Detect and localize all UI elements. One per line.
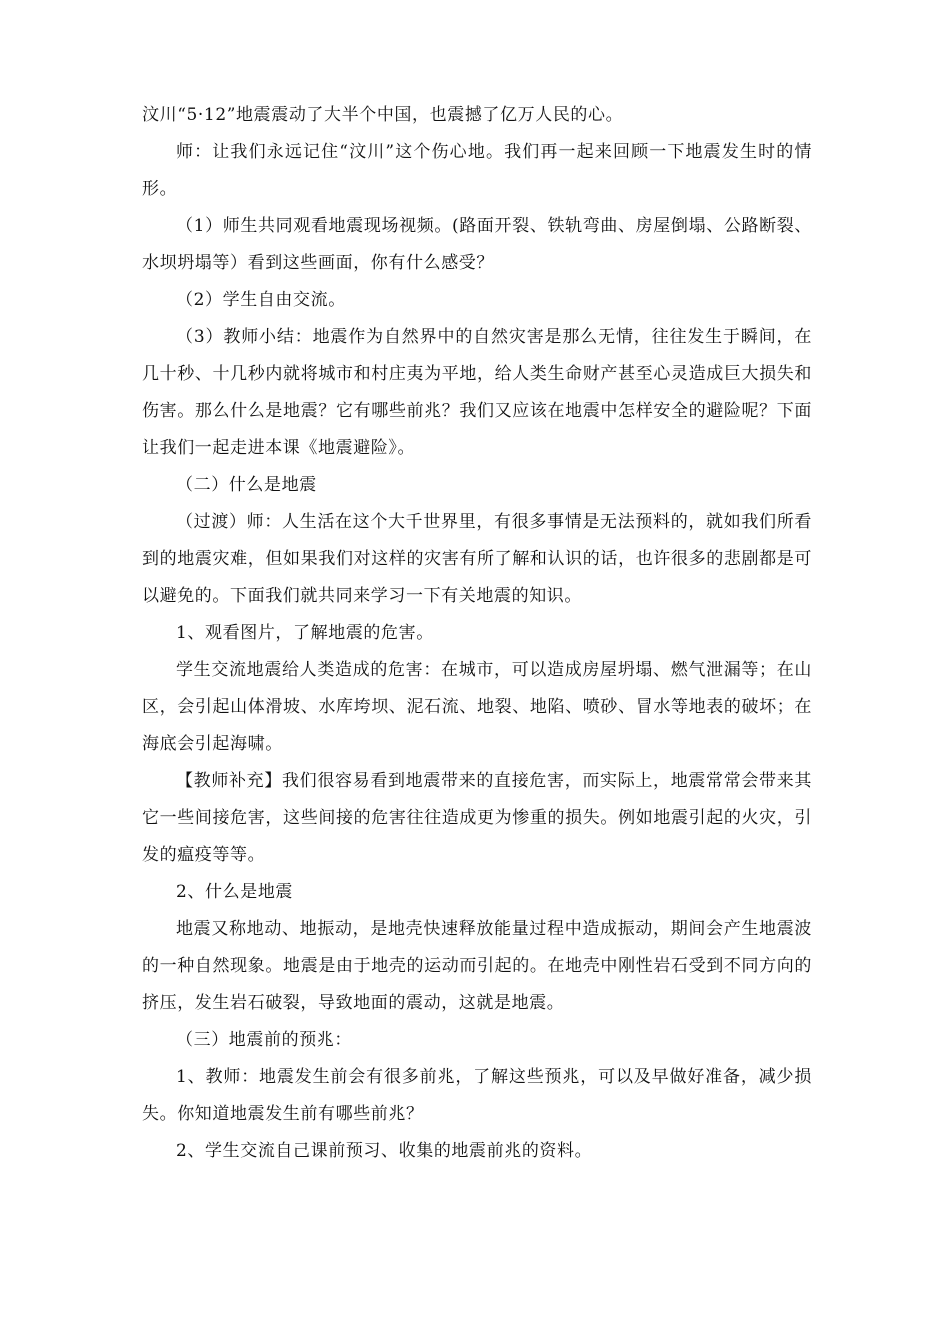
paragraph-7: （过渡）师：人生活在这个大千世界里，有很多事情是无法预料的，就如我们所看到的地震灾难，但如果我们对这样的灾害有所了解和认识的话，也许很多的悲剧都是可以避免的。下面我们就共同来学习一下有关地震的知识。	[142, 512, 812, 606]
section-heading-what-is-earthquake: （二）什么是地震	[176, 475, 317, 495]
list-item-1: 1、观看图片，了解地震的危害。	[176, 623, 434, 643]
list-item-4: 2、学生交流自己课前预习、收集的地震前兆的资料。	[176, 1141, 593, 1161]
paragraph-9: 学生交流地震给人类造成的危害：在城市，可以造成房屋坍塌、燃气泄漏等；在山区，会引起山体滑坡、水库垮坝、泥石流、地裂、地陷、喷砂、冒水等地表的破坏；在海底会引起海啸。	[142, 660, 812, 754]
paragraph-teacher-supplement: 【教师补充】我们很容易看到地震带来的直接危害，而实际上，地震常常会带来其它一些间接危害，这些间接的危害往往造成更为惨重的损失。例如地震引起的火灾，引发的瘟疫等等。	[142, 771, 812, 865]
paragraph-4: （2）学生自由交流。	[176, 290, 346, 310]
list-item-2: 2、什么是地震	[176, 882, 294, 902]
paragraph-definition: 地震又称地动、地振动，是地壳快速释放能量过程中造成振动，期间会产生地震波的一种自然现象。地震是由于地壳的运动而引起的。在地壳中刚性岩石受到不同方向的挤压，发生岩石破裂，导致地面的震动，这就是地震。	[142, 919, 812, 1013]
paragraph-1: 汶川“5·12”地震震动了大半个中国，也震撼了亿万人民的心。	[142, 105, 624, 125]
paragraph-5: （3）教师小结：地震作为自然界中的自然灾害是那么无情，往往发生于瞬间，在几十秒、十几秒内就将城市和村庄夷为平地，给人类生命财产甚至心灵造成巨大损失和伤害。那么什么是地震？它有哪些前兆？我们又应该在地震中怎样安全的避险呢？下面让我们一起走进本课《地震避险》。	[142, 327, 812, 458]
section-heading-precursors: （三）地震前的预兆：	[176, 1030, 352, 1050]
paragraph-2: 师：让我们永远记住“汶川”这个伤心地。我们再一起来回顾一下地震发生时的情形。	[142, 142, 812, 199]
list-item-3: 1、教师：地震发生前会有很多前兆，了解这些预兆，可以及早做好准备，减少损失。你知道地震发生前有哪些前兆？	[142, 1067, 812, 1124]
paragraph-3: （1）师生共同观看地震现场视频。(路面开裂、铁轨弯曲、房屋倒塌、公路断裂、水坝坍塌等）看到这些画面，你有什么感受？	[142, 216, 812, 273]
document-body	[142, 97, 812, 1170]
